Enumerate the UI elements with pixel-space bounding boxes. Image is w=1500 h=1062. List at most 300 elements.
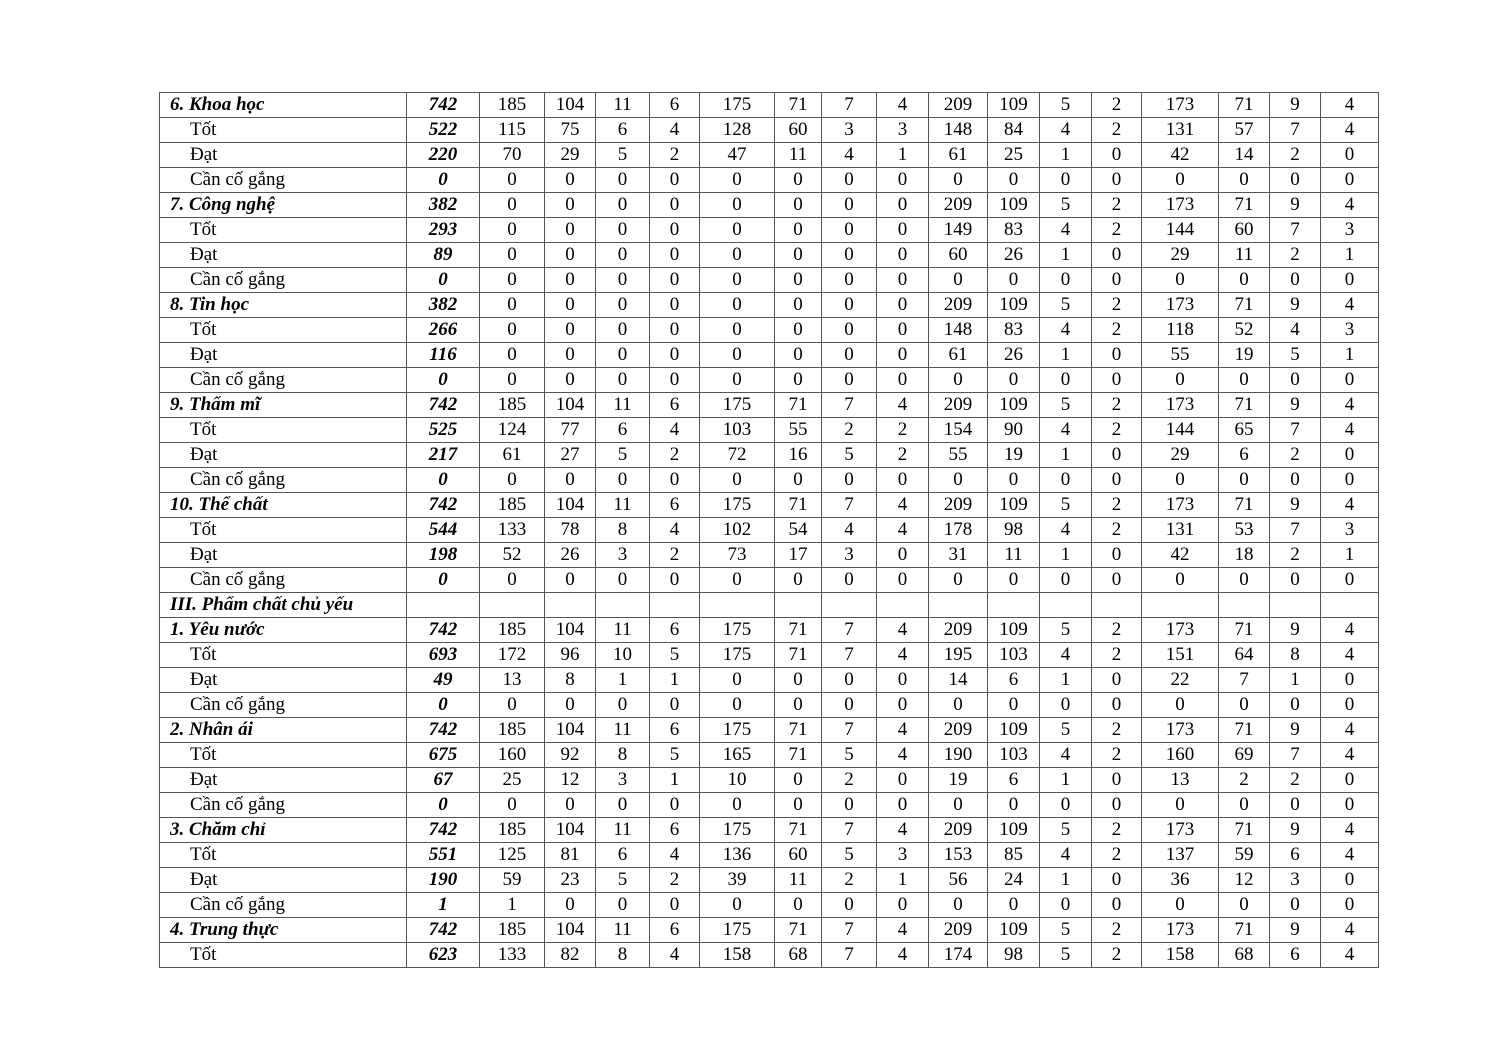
table-cell: 190 xyxy=(929,743,988,768)
table-cell: 59 xyxy=(1219,843,1270,868)
row-total: 217 xyxy=(407,443,480,468)
table-cell: 19 xyxy=(929,768,988,793)
table-cell: 0 xyxy=(1092,243,1142,268)
table-cell: 0 xyxy=(545,793,596,818)
table-cell: 0 xyxy=(929,568,988,593)
table-cell: 4 xyxy=(1321,843,1379,868)
table-cell: 0 xyxy=(988,893,1040,918)
table-cell: 209 xyxy=(929,93,988,118)
table-cell: 2 xyxy=(822,418,877,443)
table-cell: 59 xyxy=(480,868,545,893)
table-cell: 0 xyxy=(1092,543,1142,568)
table-body xyxy=(160,93,1379,968)
table-cell: 0 xyxy=(775,218,822,243)
table-cell: 11 xyxy=(596,918,650,943)
row-label: Tốt xyxy=(160,118,407,143)
table-cell: 109 xyxy=(988,918,1040,943)
table-cell: 2 xyxy=(1092,743,1142,768)
table-cell: 55 xyxy=(929,443,988,468)
table-cell: 73 xyxy=(700,543,775,568)
table-cell: 151 xyxy=(1142,643,1219,668)
table-cell: 0 xyxy=(596,218,650,243)
table-cell: 0 xyxy=(822,693,877,718)
table-cell: 7 xyxy=(1219,668,1270,693)
table-cell: 109 xyxy=(988,93,1040,118)
table-cell: 0 xyxy=(1321,768,1379,793)
table-cell: 0 xyxy=(822,293,877,318)
table-cell: 0 xyxy=(1270,893,1321,918)
table-cell: 4 xyxy=(1321,743,1379,768)
table-cell: 0 xyxy=(1040,568,1092,593)
table-cell: 13 xyxy=(480,668,545,693)
table-cell: 102 xyxy=(700,518,775,543)
row-total: 551 xyxy=(407,843,480,868)
table-row xyxy=(160,568,1379,593)
table-cell: 53 xyxy=(1219,518,1270,543)
row-total: 1 xyxy=(407,893,480,918)
table-cell xyxy=(1219,593,1270,618)
table-cell: 175 xyxy=(700,93,775,118)
table-cell: 149 xyxy=(929,218,988,243)
table-row xyxy=(160,268,1379,293)
table-cell: 71 xyxy=(1219,93,1270,118)
table-cell: 0 xyxy=(929,693,988,718)
table-cell: 0 xyxy=(877,668,929,693)
table-cell: 2 xyxy=(1219,768,1270,793)
table-cell: 124 xyxy=(480,418,545,443)
table-cell: 185 xyxy=(480,93,545,118)
table-cell: 71 xyxy=(1219,918,1270,943)
table-cell: 0 xyxy=(650,193,700,218)
table-cell: 10 xyxy=(596,643,650,668)
table-cell: 0 xyxy=(650,168,700,193)
table-cell: 131 xyxy=(1142,118,1219,143)
table-cell: 71 xyxy=(775,643,822,668)
table-cell: 6 xyxy=(650,818,700,843)
table-cell: 0 xyxy=(877,568,929,593)
table-cell: 144 xyxy=(1142,218,1219,243)
table-row-category xyxy=(160,718,1379,743)
table-cell: 3 xyxy=(1270,868,1321,893)
table-cell: 0 xyxy=(1142,568,1219,593)
table-cell: 0 xyxy=(545,243,596,268)
table-cell: 71 xyxy=(1219,493,1270,518)
table-cell: 6 xyxy=(650,618,700,643)
table-cell: 173 xyxy=(1142,918,1219,943)
table-cell: 185 xyxy=(480,493,545,518)
table-cell: 7 xyxy=(1270,518,1321,543)
table-cell: 61 xyxy=(929,143,988,168)
table-cell: 6 xyxy=(1270,843,1321,868)
table-cell: 0 xyxy=(1270,468,1321,493)
table-cell: 4 xyxy=(650,518,700,543)
table-cell: 4 xyxy=(1321,943,1379,968)
table-row-category xyxy=(160,918,1379,943)
table-cell: 0 xyxy=(929,468,988,493)
table-cell: 153 xyxy=(929,843,988,868)
table-cell: 7 xyxy=(822,643,877,668)
table-cell: 64 xyxy=(1219,643,1270,668)
table-row xyxy=(160,668,1379,693)
table-cell xyxy=(480,593,545,618)
table-cell: 0 xyxy=(1321,368,1379,393)
row-label: 4. Trung thực xyxy=(160,918,407,943)
row-total: 89 xyxy=(407,243,480,268)
table-cell: 160 xyxy=(480,743,545,768)
table-cell: 2 xyxy=(650,543,700,568)
row-total: 220 xyxy=(407,143,480,168)
row-label: Cần cố gắng xyxy=(160,693,407,718)
table-cell xyxy=(650,593,700,618)
table-cell: 2 xyxy=(650,868,700,893)
table-cell: 9 xyxy=(1270,818,1321,843)
table-cell: 0 xyxy=(822,568,877,593)
table-cell: 0 xyxy=(877,268,929,293)
table-cell: 8 xyxy=(596,743,650,768)
table-cell: 0 xyxy=(988,368,1040,393)
row-label: Tốt xyxy=(160,318,407,343)
table-cell: 2 xyxy=(650,443,700,468)
table-cell: 109 xyxy=(988,718,1040,743)
table-cell: 0 xyxy=(545,293,596,318)
table-cell: 0 xyxy=(1321,268,1379,293)
table-cell: 5 xyxy=(1040,943,1092,968)
table-cell xyxy=(700,593,775,618)
table-cell: 11 xyxy=(596,93,650,118)
table-row xyxy=(160,893,1379,918)
row-total: 0 xyxy=(407,268,480,293)
table-cell: 71 xyxy=(775,618,822,643)
table-cell xyxy=(775,593,822,618)
table-cell: 0 xyxy=(1321,793,1379,818)
table-cell: 7 xyxy=(1270,218,1321,243)
table-cell: 3 xyxy=(877,118,929,143)
table-cell: 8 xyxy=(596,518,650,543)
table-cell: 0 xyxy=(822,318,877,343)
table-cell: 0 xyxy=(700,243,775,268)
table-cell: 0 xyxy=(650,693,700,718)
table-cell: 0 xyxy=(1092,568,1142,593)
table-cell: 0 xyxy=(1219,468,1270,493)
table-cell: 103 xyxy=(700,418,775,443)
row-label: Tốt xyxy=(160,418,407,443)
table-cell: 1 xyxy=(480,893,545,918)
table-cell: 1 xyxy=(1321,243,1379,268)
table-cell: 6 xyxy=(650,93,700,118)
row-total: 742 xyxy=(407,618,480,643)
table-cell: 31 xyxy=(929,543,988,568)
table-cell: 1 xyxy=(650,768,700,793)
table-cell: 2 xyxy=(1092,318,1142,343)
table-cell: 133 xyxy=(480,518,545,543)
table-cell: 0 xyxy=(700,293,775,318)
table-cell: 2 xyxy=(1092,393,1142,418)
table-cell: 0 xyxy=(480,468,545,493)
table-cell: 0 xyxy=(1270,568,1321,593)
table-cell xyxy=(822,593,877,618)
table-cell: 7 xyxy=(822,618,877,643)
table-cell: 0 xyxy=(775,243,822,268)
table-cell: 24 xyxy=(988,868,1040,893)
table-cell: 158 xyxy=(700,943,775,968)
table-cell: 27 xyxy=(545,443,596,468)
row-total: 675 xyxy=(407,743,480,768)
table-cell: 0 xyxy=(1092,168,1142,193)
table-cell: 0 xyxy=(545,193,596,218)
row-label: Đạt xyxy=(160,243,407,268)
table-cell: 185 xyxy=(480,718,545,743)
table-cell: 0 xyxy=(650,343,700,368)
table-cell: 109 xyxy=(988,393,1040,418)
table-cell: 0 xyxy=(700,218,775,243)
table-cell: 0 xyxy=(1040,468,1092,493)
table-cell: 0 xyxy=(1092,468,1142,493)
table-cell: 2 xyxy=(1270,243,1321,268)
table-cell: 144 xyxy=(1142,418,1219,443)
table-cell: 5 xyxy=(650,643,700,668)
table-cell: 71 xyxy=(775,393,822,418)
table-cell: 82 xyxy=(545,943,596,968)
table-cell: 125 xyxy=(480,843,545,868)
table-cell: 178 xyxy=(929,518,988,543)
table-cell: 84 xyxy=(988,118,1040,143)
table-cell: 209 xyxy=(929,618,988,643)
table-cell: 0 xyxy=(1321,468,1379,493)
row-total: 198 xyxy=(407,543,480,568)
table-row xyxy=(160,518,1379,543)
table-cell: 6 xyxy=(650,393,700,418)
table-row xyxy=(160,468,1379,493)
table-cell: 104 xyxy=(545,93,596,118)
table-cell: 173 xyxy=(1142,293,1219,318)
table-cell: 4 xyxy=(1321,118,1379,143)
table-cell: 0 xyxy=(596,168,650,193)
table-cell: 128 xyxy=(700,118,775,143)
row-label: Tốt xyxy=(160,518,407,543)
table-cell: 0 xyxy=(822,893,877,918)
table-cell: 6 xyxy=(650,918,700,943)
table-cell: 0 xyxy=(1142,268,1219,293)
table-cell: 71 xyxy=(775,743,822,768)
table-cell: 11 xyxy=(596,393,650,418)
row-label: Tốt xyxy=(160,743,407,768)
table-cell: 0 xyxy=(480,368,545,393)
table-cell: 9 xyxy=(1270,918,1321,943)
table-cell: 0 xyxy=(596,368,650,393)
table-cell xyxy=(1321,593,1379,618)
table-cell: 0 xyxy=(822,193,877,218)
table-cell: 1 xyxy=(596,668,650,693)
table-cell: 11 xyxy=(596,618,650,643)
table-cell: 0 xyxy=(877,793,929,818)
table-cell: 109 xyxy=(988,618,1040,643)
table-cell: 4 xyxy=(877,818,929,843)
table-cell: 0 xyxy=(545,368,596,393)
table-cell: 104 xyxy=(545,918,596,943)
row-label: Cần cố gắng xyxy=(160,268,407,293)
table-cell xyxy=(1142,593,1219,618)
table-cell: 2 xyxy=(1092,818,1142,843)
table-cell: 209 xyxy=(929,193,988,218)
table-cell: 133 xyxy=(480,943,545,968)
table-cell: 0 xyxy=(700,893,775,918)
table-cell: 131 xyxy=(1142,518,1219,543)
table-cell: 5 xyxy=(822,843,877,868)
table-cell: 19 xyxy=(988,443,1040,468)
table-cell: 68 xyxy=(775,943,822,968)
table-cell: 52 xyxy=(1219,318,1270,343)
table-cell: 0 xyxy=(545,168,596,193)
table-cell: 7 xyxy=(822,493,877,518)
table-cell: 2 xyxy=(1092,943,1142,968)
table-cell: 1 xyxy=(877,868,929,893)
table-cell: 0 xyxy=(1092,868,1142,893)
table-cell: 71 xyxy=(775,93,822,118)
row-label: 2. Nhân ái xyxy=(160,718,407,743)
table-cell: 11 xyxy=(775,143,822,168)
table-cell: 154 xyxy=(929,418,988,443)
table-cell: 5 xyxy=(1040,618,1092,643)
table-cell: 175 xyxy=(700,643,775,668)
row-label: Cần cố gắng xyxy=(160,568,407,593)
table-cell: 0 xyxy=(1040,368,1092,393)
table-cell: 6 xyxy=(596,418,650,443)
table-cell: 1 xyxy=(1040,868,1092,893)
table-cell: 4 xyxy=(1040,418,1092,443)
table-cell: 11 xyxy=(596,818,650,843)
table-cell: 4 xyxy=(877,743,929,768)
table-cell: 2 xyxy=(822,868,877,893)
table-cell xyxy=(545,593,596,618)
table-cell: 109 xyxy=(988,193,1040,218)
table-row xyxy=(160,318,1379,343)
table-cell: 0 xyxy=(700,193,775,218)
table-row-category xyxy=(160,393,1379,418)
table-cell: 4 xyxy=(1321,418,1379,443)
table-cell: 13 xyxy=(1142,768,1219,793)
row-label: III. Phẩm chất chủ yếu xyxy=(160,593,407,618)
table-cell: 0 xyxy=(1040,793,1092,818)
table-cell: 0 xyxy=(1142,468,1219,493)
row-total: 0 xyxy=(407,468,480,493)
table-cell: 11 xyxy=(988,543,1040,568)
table-cell: 9 xyxy=(1270,193,1321,218)
row-total: 742 xyxy=(407,918,480,943)
table-cell: 4 xyxy=(1040,518,1092,543)
table-cell: 3 xyxy=(1321,218,1379,243)
table-cell: 0 xyxy=(1219,268,1270,293)
table-cell: 5 xyxy=(596,143,650,168)
table-cell: 173 xyxy=(1142,493,1219,518)
table-cell: 0 xyxy=(1092,368,1142,393)
row-total: 742 xyxy=(407,493,480,518)
row-label: Cần cố gắng xyxy=(160,793,407,818)
table-cell: 5 xyxy=(1040,493,1092,518)
table-cell: 71 xyxy=(775,818,822,843)
table-cell: 6 xyxy=(988,668,1040,693)
table-cell: 1 xyxy=(1040,668,1092,693)
table-cell: 83 xyxy=(988,218,1040,243)
table-cell: 57 xyxy=(1219,118,1270,143)
table-cell: 71 xyxy=(1219,393,1270,418)
row-label: 6. Khoa học xyxy=(160,93,407,118)
table-cell: 60 xyxy=(775,118,822,143)
table-row xyxy=(160,443,1379,468)
table-row xyxy=(160,343,1379,368)
table-cell: 0 xyxy=(1142,368,1219,393)
table-cell: 0 xyxy=(775,468,822,493)
table-cell: 0 xyxy=(1142,893,1219,918)
table-cell: 0 xyxy=(929,893,988,918)
table-cell: 0 xyxy=(596,243,650,268)
table-row xyxy=(160,643,1379,668)
table-cell: 36 xyxy=(1142,868,1219,893)
row-label: Đạt xyxy=(160,343,407,368)
table-cell: 23 xyxy=(545,868,596,893)
table-cell: 4 xyxy=(1270,318,1321,343)
table-cell: 158 xyxy=(1142,943,1219,968)
table-cell: 4 xyxy=(650,118,700,143)
table-cell: 0 xyxy=(1219,793,1270,818)
table-cell: 0 xyxy=(596,893,650,918)
table-cell: 0 xyxy=(480,343,545,368)
table-cell: 0 xyxy=(480,293,545,318)
table-cell: 173 xyxy=(1142,618,1219,643)
table-cell: 0 xyxy=(929,168,988,193)
table-cell: 209 xyxy=(929,493,988,518)
table-cell: 175 xyxy=(700,718,775,743)
table-cell: 195 xyxy=(929,643,988,668)
table-row xyxy=(160,368,1379,393)
table-cell: 71 xyxy=(1219,618,1270,643)
table-cell: 0 xyxy=(480,243,545,268)
table-cell: 0 xyxy=(775,693,822,718)
table-cell: 0 xyxy=(822,268,877,293)
row-total: 742 xyxy=(407,818,480,843)
table-cell: 4 xyxy=(877,643,929,668)
row-label: 10. Thể chất xyxy=(160,493,407,518)
row-total: 525 xyxy=(407,418,480,443)
table-cell: 22 xyxy=(1142,668,1219,693)
row-total: 522 xyxy=(407,118,480,143)
table-cell: 0 xyxy=(480,168,545,193)
table-cell: 0 xyxy=(700,693,775,718)
table-cell: 2 xyxy=(1092,618,1142,643)
table-cell: 0 xyxy=(1219,568,1270,593)
table-cell: 5 xyxy=(1040,93,1092,118)
table-cell: 0 xyxy=(650,268,700,293)
table-cell: 209 xyxy=(929,918,988,943)
table-row xyxy=(160,843,1379,868)
table-row xyxy=(160,143,1379,168)
table-cell: 0 xyxy=(650,893,700,918)
table-cell: 0 xyxy=(650,568,700,593)
table-cell: 1 xyxy=(1321,543,1379,568)
table-cell: 39 xyxy=(700,868,775,893)
table-cell: 68 xyxy=(1219,943,1270,968)
table-cell: 0 xyxy=(545,268,596,293)
table-cell: 0 xyxy=(700,268,775,293)
table-cell: 103 xyxy=(988,743,1040,768)
table-cell: 0 xyxy=(877,168,929,193)
table-row-category xyxy=(160,493,1379,518)
row-label: Cần cố gắng xyxy=(160,168,407,193)
table-cell: 9 xyxy=(1270,393,1321,418)
row-label: Cần cố gắng xyxy=(160,893,407,918)
table-cell: 4 xyxy=(650,418,700,443)
table-cell: 0 xyxy=(480,268,545,293)
table-cell: 9 xyxy=(1270,93,1321,118)
